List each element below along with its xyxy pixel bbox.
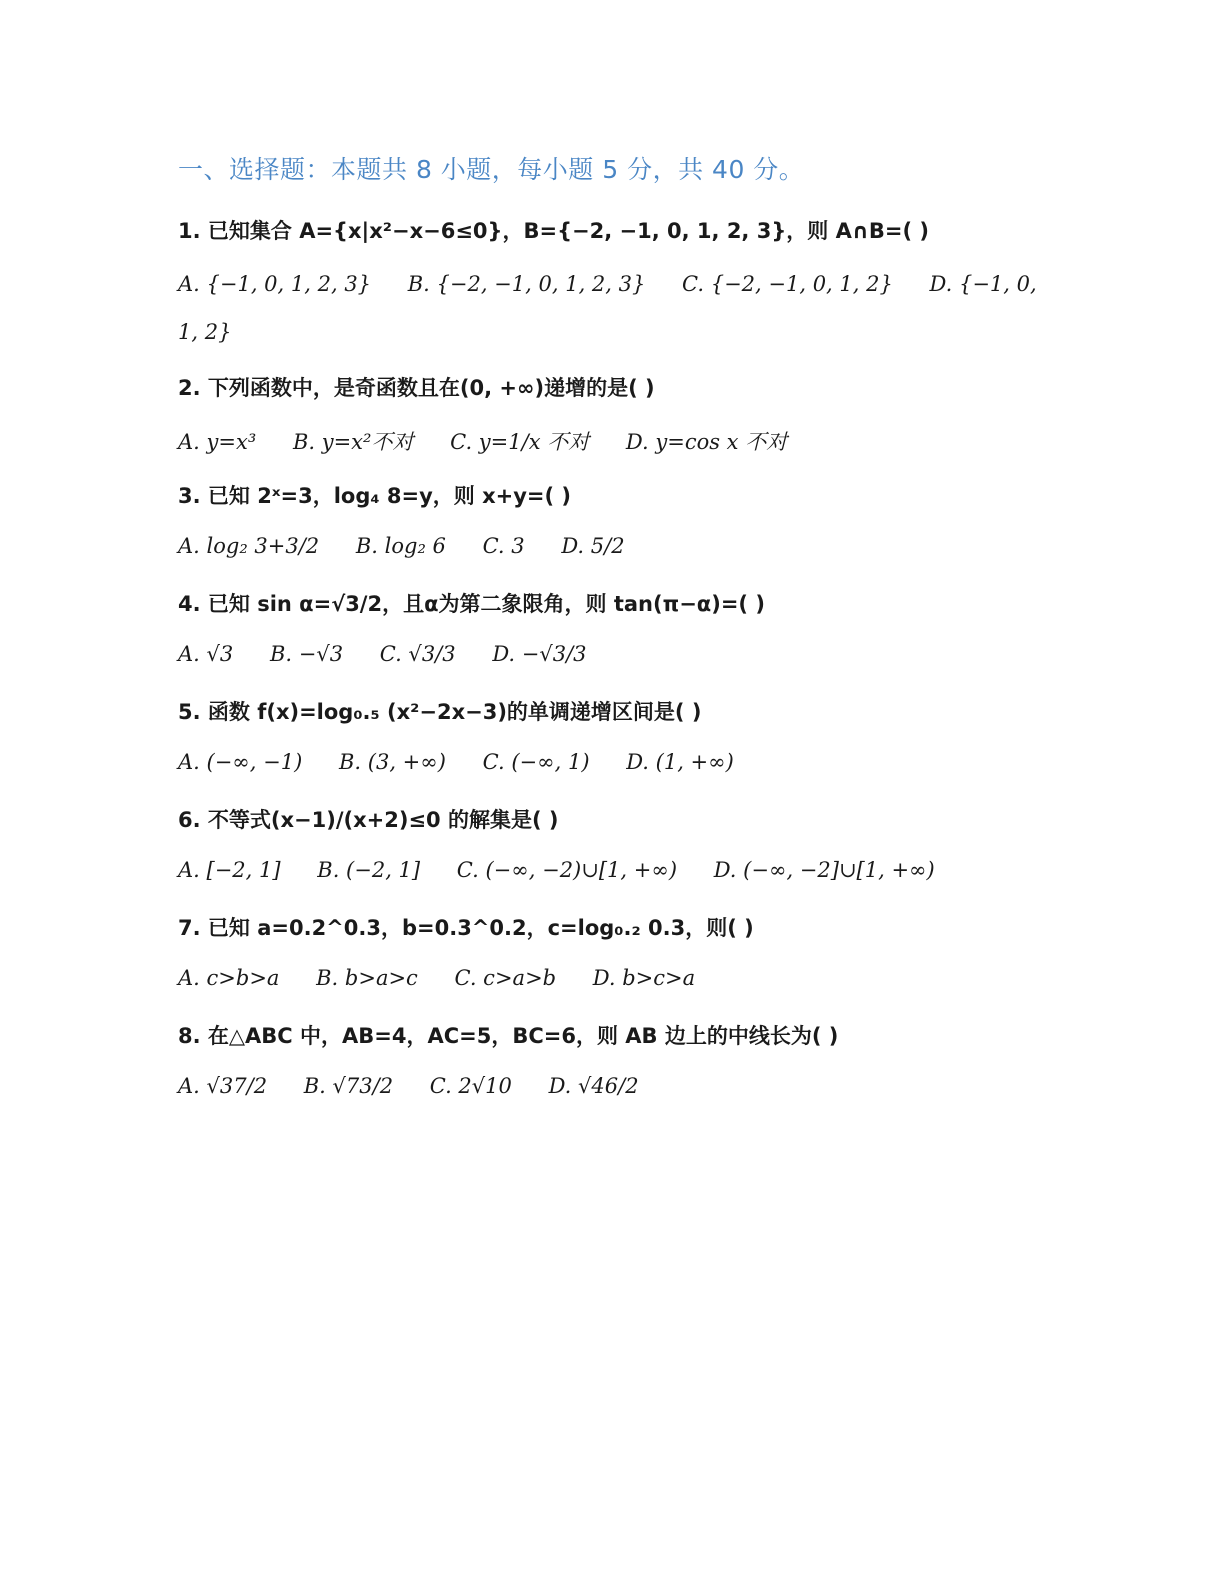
option-a: A. {−1, 0, 1, 2, 3} (178, 272, 372, 296)
option-a: A. c>b>a (178, 966, 280, 990)
question-7-options (178, 966, 1058, 990)
question-1-options (178, 260, 1058, 356)
option-c: C. (−∞, −2)∪[1, +∞) (456, 858, 678, 882)
question-4-stem: 4. 已知 sin α=√3/2，且α为第二象限角，则 tan(π−α)=( ) (178, 592, 765, 616)
question-4-options (178, 642, 1058, 666)
option-c: C. (−∞, 1) (482, 750, 590, 774)
option-d: D. −√3/3 (492, 642, 587, 666)
option-c: C. √3/3 (379, 642, 456, 666)
question-7-stem: 7. 已知 a=0.2^0.3，b=0.3^0.2，c=log₀.₂ 0.3，则( ) (178, 916, 754, 940)
option-a: A. y=x³ (178, 430, 257, 454)
question-2-options (178, 426, 1058, 456)
option-d: D. b>c>a (592, 966, 696, 990)
option-b: B. (−2, 1] (317, 858, 421, 882)
option-a: A. log₂ 3+3/2 (178, 534, 320, 558)
option-d: D. √46/2 (548, 1074, 639, 1098)
option-b: B. y=x²不对 (292, 430, 414, 454)
option-b: B. (3, +∞) (339, 750, 446, 774)
option-b: B. √73/2 (303, 1074, 394, 1098)
question-2-stem: 2. 下列函数中，是奇函数且在(0, +∞)递增的是( ) (178, 376, 655, 400)
option-d: D. {−1, 0, 1, 2} (178, 272, 1037, 344)
option-c: C. 2√10 (429, 1074, 512, 1098)
option-d: D. 5/2 (561, 534, 625, 558)
question-8-stem: 8. 在△ABC 中，AB=4，AC=5，BC=6，则 AB 边上的中线长为( ) (178, 1024, 839, 1048)
option-d: D. (−∞, −2]∪[1, +∞) (713, 858, 935, 882)
question-6-stem: 6. 不等式(x−1)/(x+2)≤0 的解集是( ) (178, 808, 559, 832)
option-a: A. [−2, 1] (178, 858, 281, 882)
option-a: A. √3 (178, 642, 234, 666)
option-d: D. y=cos x 不对 (625, 430, 788, 454)
option-d: D. (1, +∞) (626, 750, 734, 774)
option-c: C. y=1/x 不对 (450, 430, 590, 454)
section-title: 一、选择题：本题共 8 小题，每小题 5 分，共 40 分。 (178, 155, 805, 184)
option-b: B. log₂ 6 (355, 534, 446, 558)
option-a: A. (−∞, −1) (178, 750, 303, 774)
question-3-options (178, 534, 1058, 558)
question-6-options (178, 858, 1058, 882)
option-c: C. {−2, −1, 0, 1, 2} (682, 272, 893, 296)
question-5-stem: 5. 函数 f(x)=log₀.₅ (x²−2x−3)的单调递增区间是( ) (178, 700, 702, 724)
option-a: A. √37/2 (178, 1074, 268, 1098)
question-5-options (178, 750, 1058, 774)
option-b: B. −√3 (269, 642, 344, 666)
question-8-options (178, 1074, 1058, 1098)
question-3-stem: 3. 已知 2ˣ=3，log₄ 8=y，则 x+y=( ) (178, 484, 572, 508)
question-1-stem: 1. 已知集合 A={x|x²−x−6≤0}，B={−2, −1, 0, 1, 2, 3}，则 A∩B=( ) (178, 219, 930, 243)
option-b: B. b>a>c (316, 966, 418, 990)
option-b: B. {−2, −1, 0, 1, 2, 3} (407, 272, 646, 296)
option-c: C. 3 (482, 534, 525, 558)
option-c: C. c>a>b (454, 966, 557, 990)
